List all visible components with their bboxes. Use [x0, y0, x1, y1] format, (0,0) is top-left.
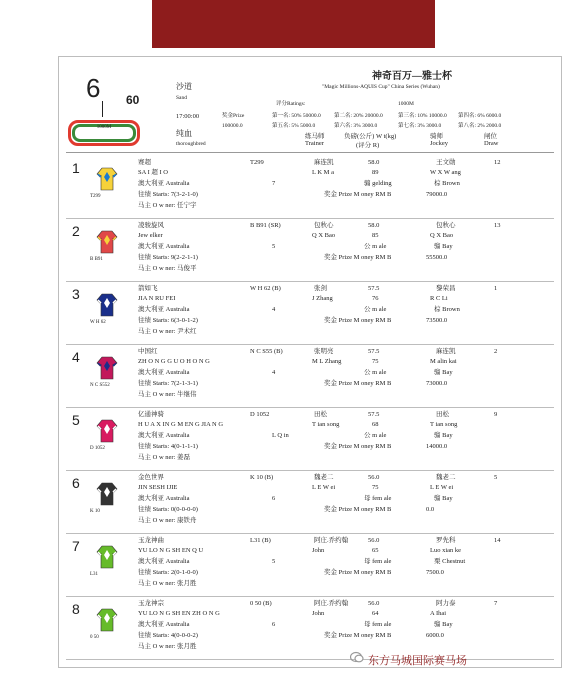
race-title-en: "Magic Millions-AQUIS Cup" China Series (Wuhan)	[322, 84, 440, 90]
horse-country: 澳大利亚 Australia	[138, 306, 190, 313]
jockey-silk-icon	[96, 355, 118, 381]
horse-name-cn: 玉龙神宗	[138, 600, 164, 607]
horse-rating-code: T299	[250, 159, 264, 166]
prize-money-value: 79000.0	[426, 191, 448, 198]
horse-sex: 公 m ale	[364, 369, 387, 376]
runner-row	[66, 408, 554, 471]
horse-owner: 马主 O w ner: 任宁宇	[138, 202, 197, 209]
horse-sex: 公 m ale	[364, 306, 387, 313]
horse-color: 栗 Chestnut	[434, 558, 466, 565]
col-draw: 闸位 Draw	[484, 133, 499, 148]
race-distance: 60	[126, 93, 140, 107]
runner-row	[66, 534, 554, 597]
horse-rating-code: W H 62 (B)	[250, 285, 281, 292]
jockey-cn: 王文勋	[436, 159, 456, 166]
prize-money-value: 6000.0	[426, 632, 444, 639]
horse-rating-extra: 6	[272, 621, 276, 628]
carried-weight: 58.0	[368, 159, 380, 166]
silk-code: K 10	[90, 509, 100, 514]
trainer-cn: 张剑	[314, 285, 327, 292]
carried-weight: 57.5	[368, 285, 380, 292]
jockey-silk-icon	[96, 229, 118, 255]
trainer-en: T ian song	[312, 421, 340, 428]
trainer-cn: 张明亮	[314, 348, 334, 355]
horse-color: 骝 Bay	[434, 495, 453, 502]
horse-owner: 马主 O w ner: 康铁舟	[138, 517, 197, 524]
jockey-en: Luo xian ke	[430, 547, 462, 554]
barrier-draw: 2	[494, 348, 498, 355]
horse-name-cn: 金色世界	[138, 474, 164, 481]
carried-weight: 58.0	[368, 222, 380, 229]
horse-color: 棕 Brown	[434, 180, 460, 187]
horse-name-en: SA I 超 I O	[138, 169, 168, 176]
prize-money-value: 14000.0	[426, 443, 448, 450]
col-trainer: 练马师 Trainer	[305, 133, 325, 148]
runner-number: 2	[72, 223, 80, 239]
horse-country: 澳大利亚 Australia	[138, 369, 190, 376]
horse-starts: 往绩 Starts: 4(0-1-1-1)	[138, 443, 198, 450]
trainer-cn: 魏老二	[314, 474, 334, 481]
prize-money-label: 奖金 Prize M oney RM B	[324, 632, 392, 639]
horse-rating-extra: L Q in	[272, 432, 289, 439]
top-banner	[152, 0, 435, 48]
horse-rating: 64	[372, 610, 379, 617]
horse-country: 澳大利亚 Australia	[138, 558, 190, 565]
horse-rating: 85	[372, 232, 379, 239]
horse-rating-extra: 6	[272, 495, 276, 502]
horse-starts: 往绩 Starts: 0(0-0-0-0)	[138, 506, 198, 513]
jockey-silk-icon	[96, 418, 118, 444]
silk-code: B B91	[90, 257, 103, 262]
col-rating: (评分 R)	[356, 142, 380, 149]
horse-color: 骝 Bay	[434, 432, 453, 439]
horse-country: 澳大利亚 Australia	[138, 621, 190, 628]
silk-code: L31	[90, 572, 99, 577]
horse-rating: 75	[372, 358, 379, 365]
horse-owner: 马主 O w ner: 姜磊	[138, 454, 190, 461]
prize-money-label: 奖金 Prize M oney RM B	[324, 506, 392, 513]
prize-money-value: 73500.0	[426, 317, 448, 324]
horse-rating-extra: 4	[272, 369, 276, 376]
surface-cn: 沙道	[176, 82, 192, 91]
barrier-draw: 5	[494, 474, 498, 481]
trainer-cn: 田松	[314, 411, 327, 418]
horse-name-cn: 赛超	[138, 159, 151, 166]
jockey-silk-icon	[96, 607, 118, 633]
horse-rating-code: L31 (B)	[250, 537, 271, 544]
prize-1: 第一名: 50% 50000.0	[272, 113, 321, 119]
runner-row	[66, 282, 554, 345]
jockey-silk-icon	[96, 544, 118, 570]
silk-code: D 1052	[90, 446, 105, 451]
horse-starts: 往绩 Starts: 4(0-0-0-2)	[138, 632, 198, 639]
silk-code: T299	[90, 194, 101, 199]
prize-money-label: 奖金 Prize M oney RM B	[324, 254, 392, 261]
jockey-cn: 包秋心	[436, 222, 456, 229]
horse-rating: 65	[372, 547, 379, 554]
horse-name-en: Jew elker	[138, 232, 163, 239]
horse-sex: 公 m ale	[364, 243, 387, 250]
horse-sex: 母 fem ale	[364, 495, 392, 502]
horse-sex: 母 fem ale	[364, 558, 392, 565]
prize-5: 第五名: 5% 5000.0	[272, 123, 316, 129]
silk-code: W H 62	[90, 320, 106, 325]
jockey-en: T ian song	[430, 421, 458, 428]
horse-name-en: ZH O N G G U O H O N G	[138, 358, 210, 365]
prize-money-value: 0.0	[426, 506, 435, 513]
wechat-icon	[350, 650, 364, 664]
horse-rating-extra: 4	[272, 306, 276, 313]
runner-row	[66, 345, 554, 408]
horse-color: 骝 Bay	[434, 621, 453, 628]
horse-color: 棕 Brown	[434, 306, 460, 313]
horse-starts: 往绩 Starts: 2(0-1-0-0)	[138, 569, 198, 576]
jockey-silk-icon	[96, 292, 118, 318]
prize-money-label: 奖金 Prize M oney RM B	[324, 191, 392, 198]
horse-country: 澳大利亚 Australia	[138, 180, 190, 187]
horse-name-en: JIA N RU FEI	[138, 295, 176, 302]
jockey-silk-icon	[96, 481, 118, 507]
jockey-en: A Ihai	[430, 610, 447, 617]
runner-row	[66, 597, 554, 660]
finish-pole	[102, 101, 103, 117]
horse-name-en: H U A X IN G M EN G JIA N G	[138, 421, 224, 428]
silk-code: 0 50	[90, 635, 99, 640]
horse-sex: 母 fem ale	[364, 621, 392, 628]
horse-rating: 89	[372, 169, 379, 176]
trainer-en: Q X Bao	[312, 232, 336, 239]
runner-row	[66, 219, 554, 282]
runner-number: 7	[72, 538, 80, 554]
prize-money-label: 奖金 Prize M oney RM B	[324, 380, 392, 387]
prize-money-label: 奖金 Prize M oney RM B	[324, 443, 392, 450]
jockey-cn: 罗先科	[436, 537, 456, 544]
barrier-draw: 7	[494, 600, 498, 607]
jockey-en: R C Li	[430, 295, 448, 302]
runner-number: 8	[72, 601, 80, 617]
prize-6: 第六名: 3% 3000.0	[334, 123, 378, 129]
barrier-draw: 13	[494, 222, 501, 229]
horse-rating-code: D 1052	[250, 411, 270, 418]
jockey-en: W X W ang	[430, 169, 461, 176]
horse-country: 澳大利亚 Australia	[138, 495, 190, 502]
horse-name-cn: 亿通神骑	[138, 411, 164, 418]
race-title-cn: 神奇百万—雅士杯	[372, 71, 452, 82]
horse-rating-extra: 5	[272, 243, 276, 250]
horse-name-cn: 凌骏旋风	[138, 222, 164, 229]
prize-4: 第四名: 6% 6000.0	[458, 113, 502, 119]
horse-name-cn: 箭如飞	[138, 285, 158, 292]
carried-weight: 57.5	[368, 348, 380, 355]
horse-rating-extra: 7	[272, 180, 276, 187]
horse-rating: 76	[372, 295, 379, 302]
runner-number: 4	[72, 349, 80, 365]
trainer-en: M L Zhang	[312, 358, 342, 365]
trainer-cn: 麻连凯	[314, 159, 334, 166]
trainer-cn: 阿庄.乔约翰	[314, 537, 349, 544]
horse-rating-extra: 5	[272, 558, 276, 565]
jockey-cn: 魏老二	[436, 474, 456, 481]
carried-weight: 57.5	[368, 411, 380, 418]
track-label: 1000M	[96, 125, 112, 130]
jockey-cn: 阿力泰	[436, 600, 456, 607]
horse-name-cn: 玉龙神曲	[138, 537, 164, 544]
prize-3: 第三名: 10% 10000.0	[398, 113, 447, 119]
barrier-draw: 12	[494, 159, 501, 166]
surface-en: Sand	[176, 95, 187, 101]
horse-sex: 公 m ale	[364, 432, 387, 439]
horse-owner: 马主 O w ner: 牛继伟	[138, 391, 197, 398]
horse-country: 澳大利亚 Australia	[138, 243, 190, 250]
trainer-en: John	[312, 547, 325, 554]
runner-number: 6	[72, 475, 80, 491]
runner-number: 1	[72, 160, 80, 176]
jockey-cn: 田松	[436, 411, 449, 418]
jockey-en: M alin kai	[430, 358, 457, 365]
horse-name-cn: 中国红	[138, 348, 158, 355]
horse-starts: 往绩 Starts: 7(2-1-3-1)	[138, 380, 198, 387]
col-jockey: 骑师 Jockey	[430, 133, 449, 148]
horse-name-en: JIN SESH IJIE	[138, 484, 178, 491]
jockey-cn: 麻连凯	[436, 348, 456, 355]
horse-rating-code: 0 50 (B)	[250, 600, 272, 607]
trainer-cn: 包秋心	[314, 222, 334, 229]
horse-owner: 马主 O w ner: 张月胜	[138, 643, 197, 650]
prize-money-value: 7500.0	[426, 569, 444, 576]
horse-name-en: YU LO N G SH EN Q U	[138, 547, 204, 554]
runner-row	[66, 156, 554, 219]
jockey-en: L E W ei	[430, 484, 454, 491]
horse-rating-code: K 10 (B)	[250, 474, 274, 481]
jockey-en: Q X Bao	[430, 232, 454, 239]
horse-color: 骝 Bay	[434, 243, 453, 250]
track-icon	[68, 120, 140, 146]
horse-rating-code: N C S55 (B)	[250, 348, 283, 355]
horse-sex: 骟 gelding	[364, 180, 392, 187]
horse-country: 澳大利亚 Australia	[138, 432, 190, 439]
prize-money-label: 奖金 Prize M oney RM B	[324, 317, 392, 324]
jockey-silk-icon	[96, 166, 118, 192]
trainer-en: L K M a	[312, 169, 334, 176]
carried-weight: 56.0	[368, 600, 380, 607]
barrier-draw: 14	[494, 537, 501, 544]
prize-2: 第二名: 20% 20000.0	[334, 113, 383, 119]
prize-total: 100000.0	[222, 123, 243, 129]
horse-owner: 马主 O w ner: 马俊平	[138, 265, 197, 272]
silk-code: N C S552	[90, 383, 110, 388]
prize-7: 第七名: 3% 3000.0	[398, 123, 442, 129]
horse-starts: 往绩 Starts: 7(3-2-1-0)	[138, 191, 198, 198]
trainer-cn: 阿庄.乔约翰	[314, 600, 349, 607]
horse-rating: 68	[372, 421, 379, 428]
prize-money-value: 73000.0	[426, 380, 448, 387]
breed-cn: 纯血	[176, 129, 192, 138]
prize-label: 奖金Prize	[222, 113, 245, 119]
horse-starts: 往绩 Starts: 6(3-0-1-2)	[138, 317, 198, 324]
prize-8: 第八名: 2% 2000.0	[458, 123, 502, 129]
watermark-text: 东方马城国际赛马场	[368, 654, 467, 667]
runner-number: 3	[72, 286, 80, 302]
distance-label: 1000M	[398, 101, 414, 107]
horse-color: 骝 Bay	[434, 369, 453, 376]
trainer-en: J Zhang	[312, 295, 333, 302]
breed-en: thoroughbred	[176, 141, 206, 147]
rating-label: 评分Ratings:	[276, 101, 306, 107]
horse-rating: 75	[372, 484, 379, 491]
horse-owner: 马主 O w ner: 张月胜	[138, 580, 197, 587]
runner-number: 5	[72, 412, 80, 428]
runner-row	[66, 471, 554, 534]
trainer-en: John	[312, 610, 325, 617]
trainer-en: L E W ei	[312, 484, 336, 491]
prize-money-value: 55500.0	[426, 254, 448, 261]
horse-starts: 往绩 Starts: 9(2-2-1-1)	[138, 254, 198, 261]
horse-rating-code: B B91 (SR)	[250, 222, 281, 229]
carried-weight: 56.0	[368, 474, 380, 481]
horse-name-en: YU LO N G SH EN ZH O N G	[138, 610, 220, 617]
horse-owner: 马主 O w ner: 尹术红	[138, 328, 197, 335]
jockey-cn: 黎荣昌	[436, 285, 456, 292]
col-weight: 负磅(公斤) W t(kg)	[344, 133, 397, 140]
race-time: 17:00:00	[176, 113, 200, 120]
barrier-draw: 9	[494, 411, 498, 418]
header-divider	[66, 152, 554, 153]
carried-weight: 56.0	[368, 537, 380, 544]
barrier-draw: 1	[494, 285, 498, 292]
race-number: 6	[86, 73, 101, 103]
prize-money-label: 奖金 Prize M oney RM B	[324, 569, 392, 576]
